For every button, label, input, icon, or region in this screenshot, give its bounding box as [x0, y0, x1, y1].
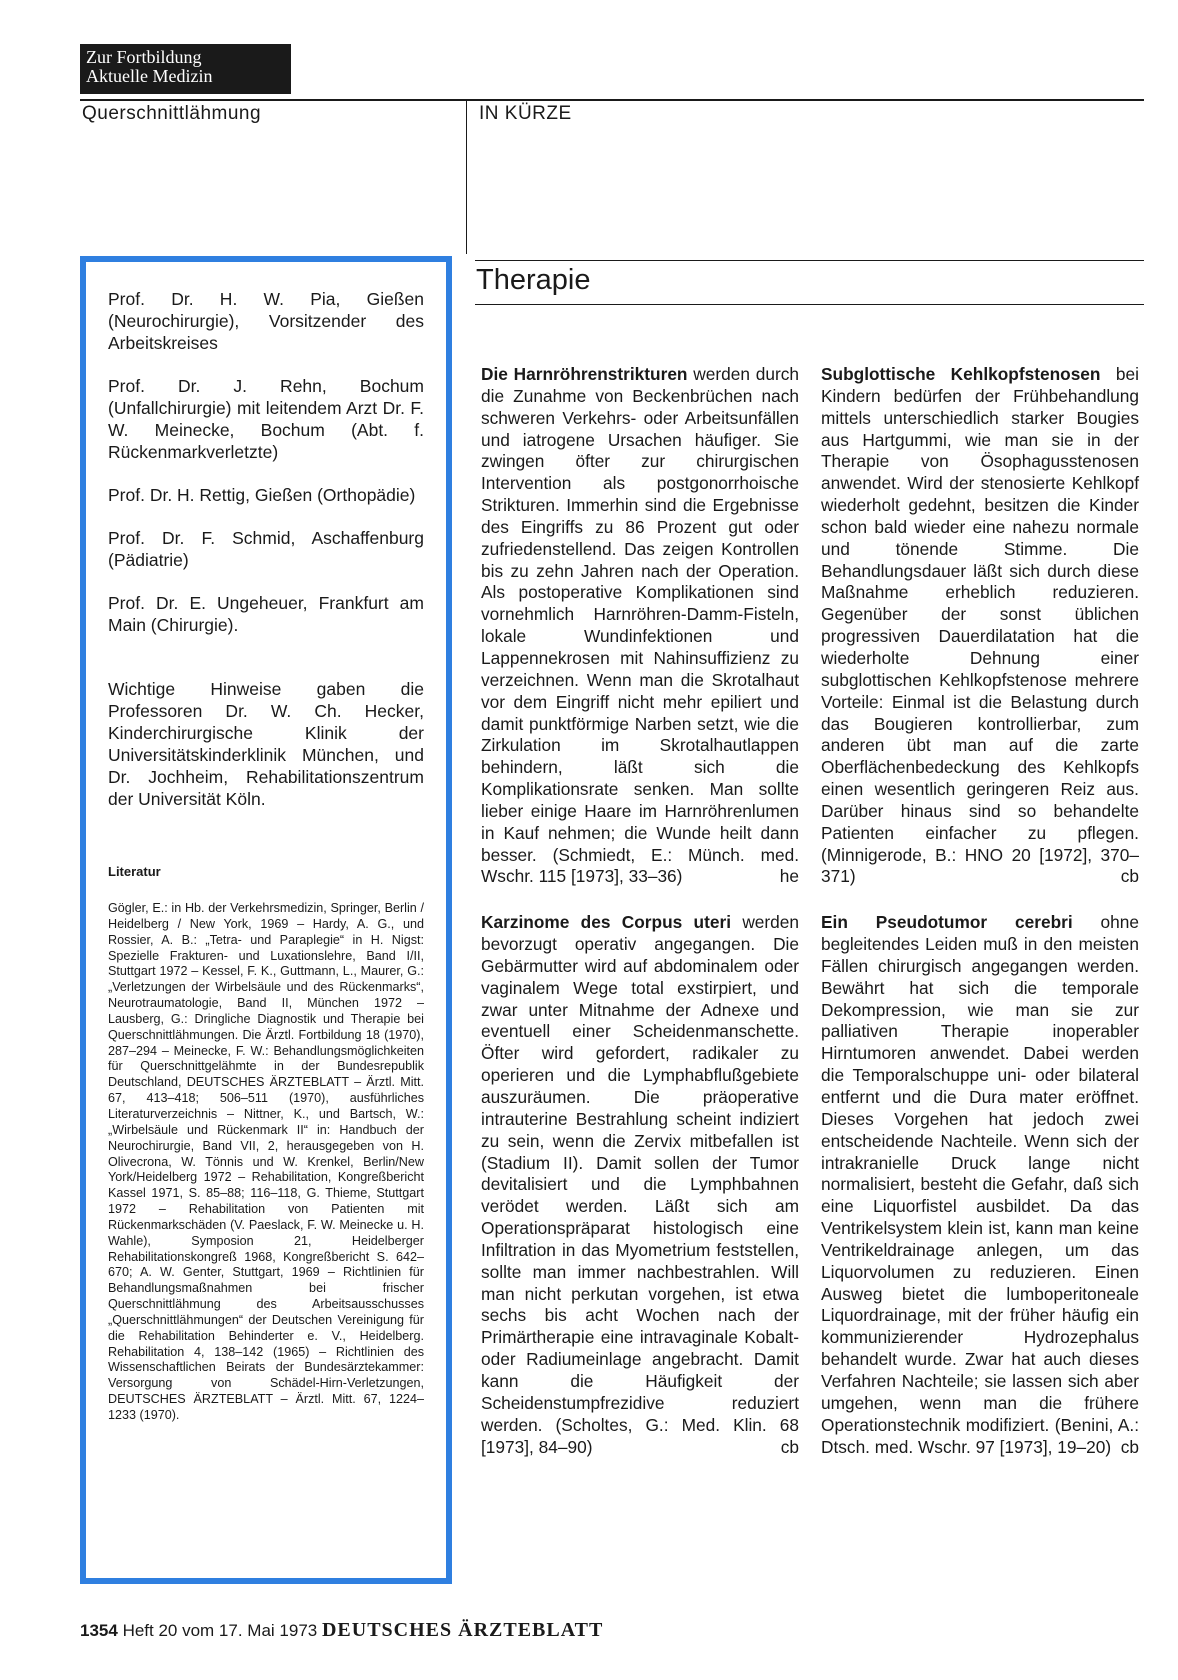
- member-entry: Prof. Dr. E. Ungeheuer, Frankfurt am Main (Chirurgie).: [108, 593, 424, 635]
- member-entry: Prof. Dr. H. Rettig, Gießen (Orthopädie): [108, 485, 416, 505]
- badge-line-1: Zur Fortbildung: [86, 47, 202, 67]
- literature-heading: Literatur: [108, 864, 161, 879]
- therapie-rule-bottom: [475, 304, 1144, 305]
- article-column-2: [821, 364, 1139, 1482]
- literature-list: Gögler, E.: in Hb. der Verkehrsmedizin, Springer, Berlin / Heidelberg / New York, 1969 – Hardy, A. G., und Rossier, A. B.: „Tetra- und Paraplegie“ in H. Nigst: Spezielle Frakturen- und Luxationslehre, Band I/II, Stuttgart 1972 – Kessel, F. K., Guttmann, L., Maurer, G.: „Verletzungen der Wirbelsäule und des Rückenmarks“, Neurotraumatologie, Band II, München 1972 – Lausberg, G.: Dringliche Diagnostik und Therapie bei Querschnittlähmungen. Die Ärztl. Fortbildung 18 (1970), 287–294 – Meinecke, F. W.: Behandlungsmöglichkeiten für Querschnittgelähmte in der Bundesrepublik Deutschland, DEUTSCHES ÄRZTEBLATT – Ärztl. Mitt. 67, 413–418; 506–511 (1970), ausführliches Literaturverzeichnis – Nittner, K., und Bartsch, W.: „Wirbelsäule und Rückenmark II“ in: Handbuch der Neurochirurgie, Band VII, 2, herausgegeben von H. Olivecrona, W. Tönnis und W. Krenkel, Berlin/New York/Heidelberg 1972 – Rehabilitation, Kongreßbericht Kassel 1971, S. 85–88; 116–118, G. Thieme, Stuttgart 1972 – Rehabilitation von Patienten mit Rückenmarkschäden (V. Paeslack, F. W. Meinecke u. H. Wahle), Symposion 21, Heidelberger Rehabilitationskongreß 1968, Kongreßbericht S. 642–670; A. W. Genter, Stuttgart, 1969 – Richtlinien für Behandlungsmaßnahmen bei frischer Querschnittlähmung des Arbeitsausschusses „Querschnittlähmungen“ der Deutschen Vereinigung für die Rehabilitation Behinderter e. V., Heidelberg. Rehabilitation 4, 138–142 (1965) – Richtlinien des Wissenschaftlichen Beirats der Bundesärztekammer: Versorgung von Schädel-Hirn-Verletzungen, DEUTSCHES ÄRZTEBLATT – Ärztl. Mitt. 67, 1224–1233 (1970).: [108, 901, 424, 1422]
- article-lead: Ein Pseudotumor cerebri: [821, 912, 1073, 933]
- therapie-rule-top: [475, 260, 1144, 261]
- article-body: werden durch die Zunahme von Beckenbrüchen nach schweren Verkehrs- oder Arbeitsunfällen und iatrogene Ursachen häufiger. Sie zwingen öfter zur chirurgischen Intervention als postgonorrhoische Strikturen. Immerhin sind die Ergebnisse des Eingriffs zu 86 Prozent gut oder zufriedenstellend. Das zeigen Kontrollen bis zu zehn Jahren nach der Operation. Als postoperative Komplikationen sind vornehmlich Harnröhren-Damm-Fisteln, lokale Wundinfektionen und Lappennekrosen mit Nahinsuffizienz zu verzeichnen. Wenn man die Skrotalhaut vor dem Eingriff nicht mehr epiliert und damit punktförmige Narben setzt, wie die Zirkulation im Skrotalhautlappen behindern, läßt sich die Komplikationsrate senken. Man sollte lieber einige Haare im Harnröhrenlumen in Kauf nehmen; die Wunde heilt dann besser. (Schmiedt, E.: Münch. med. Wschr. 115 [1973], 33–36): [481, 364, 799, 887]
- header-rule: [80, 99, 1144, 101]
- series-badge: [80, 44, 291, 94]
- article-body: ohne begleitendes Leiden muß in den meisten Fällen chirurgisch angegangen werden. Bewährt hat sich die temporale Dekompression, wie man sie zur palliativen Therapie inoperabler Hirntumoren anwendet. Dabei werden die Temporalschuppe uni- oder bilateral entfernt und die Dura mater eröffnet. Dieses Vorgehen hat jedoch zwei entscheidende Nachteile. Wenn sich der intrakranielle Druck lange nicht normalisiert, besteht die Gefahr, daß sich eine Liquorfistel ausbildet. Da das Ventrikelsystem klein ist, kann man keine Ventrikeldrainage anlegen, um das Liquorvolumen zu reduzieren. Einen Ausweg bietet die lumboperitoneale Liquordrainage, mit der früher häufig ein kommunizierender Hydrozephalus behandelt wurde. Zwar hat auch dieses Verfahren Nachteile; sie lassen sich aber umgehen, wenn man die frühere Operationstechnik modifiziert. (Benini, A.: Dtsch. med. Wschr. 97 [1973], 19–20): [821, 912, 1139, 1457]
- article-harnroehrenstrikturen: [481, 364, 799, 888]
- header-divider: [466, 101, 467, 254]
- page-footer: [80, 1619, 603, 1642]
- acknowledgements: Wichtige Hinweise gaben die Professoren Dr. W. Ch. Hecker, Kinderchirurgische Klinik der Universitätskinderklinik München, und Dr. Jochheim, Rehabilitationszentrum der Universität Köln.: [108, 679, 424, 809]
- article-body: werden bevorzugt operativ angegangen. Die Gebärmutter wird auf abdominalem oder vaginalem Wege total exstirpiert, und zwar unter Mitnahme der Adnexe und eventuell einer Scheidenmanschette. Öfter wird gefordert, radikaler zu operieren und die Lymphabflußgebiete auszuräumen. Die präoperative intrauterine Bestrahlung scheint indiziert zu sein, wenn die Zervix mitbefallen ist (Stadium II). Damit sollen der Tumor devitalisiert und die Lymphbahnen verödet werden. Läßt sich am Operationspräparat histologisch eine Infiltration in das Myometrium feststellen, sollte man immer nachbestrahlen. Will man nicht perkutan vorgehen, ist etwa sechs bis acht Wochen nach der Primärtherapie eine intravaginale Kobalt- oder Radiumeinlage angebracht. Damit kann die Häufigkeit der Scheidenstumpfrezidive reduziert werden. (Scholtes, G.: Med. Klin. 68 [1973], 84–90): [481, 912, 799, 1457]
- working-group-box: [80, 256, 452, 1584]
- author-initials: cb: [1120, 866, 1139, 887]
- article-column-1: [481, 364, 799, 1482]
- badge-line-2: Aktuelle Medizin: [86, 66, 213, 86]
- article-kehlkopfstenosen: [821, 364, 1139, 888]
- journal-name: DEUTSCHES ÄRZTEBLATT: [321, 1619, 604, 1641]
- member-entry: Prof. Dr. F. Schmid, Aschaffenburg (Pädiatrie): [108, 528, 424, 570]
- author-initials: cb: [780, 1436, 799, 1457]
- page-number: 1354: [80, 1621, 118, 1640]
- article-lead: Die Harnröhrenstrikturen: [481, 364, 688, 384]
- article-body: bei Kindern bedürfen der Frühbehandlung mittels unterschiedlich starker Bougies aus Hartgummi, wie man sie in der Therapie von Ösophagusstenosen anwendet. Wird der stenosierte Kehlkopf wiederholt gedehnt, besitzen die Kinder schon bald wieder eine nahezu normale und tönende Stimme. Die Behandlungsdauer läßt sich durch diese Maßnahme erheblich reduzieren. Gegenüber der sonst üblichen progressiven Dauerdilatation hat die wiederholte Dehnung einer subglottischen Kehlkopfstenose mehrere Vorteile: Einmal ist die Belastung durch das Bougieren kontrollierbar, zum anderen übt man auf die zarte Oberflächenbedeckung des Kehlkopfs einen wesentlich geringeren Reiz aus. Darüber hinaus sind so behandelte Patienten einfacher zu pflegen. (Minnigerode, B.: HNO 20 [1972], 370–371): [821, 364, 1139, 887]
- article-lead: Subglottische Kehlkopfstenosen: [821, 364, 1101, 384]
- article-corpus-uteri: [481, 912, 799, 1458]
- article-lead: Karzinome des Corpus uteri: [481, 912, 731, 933]
- member-entry: Prof. Dr. J. Rehn, Bochum (Unfallchirurgie) mit leitendem Arzt Dr. F. W. Meinecke, Bochum (Abt. f. Rückenmarkverletzte): [108, 376, 424, 462]
- author-initials: cb: [1120, 1436, 1139, 1457]
- article-pseudotumor-cerebri: [821, 912, 1139, 1458]
- issue-info: Heft 20 vom 17. Mai 1973: [122, 1621, 318, 1640]
- section-title-right: IN KÜRZE: [479, 103, 572, 124]
- member-entry: Prof. Dr. H. W. Pia, Gießen (Neurochirurgie), Vorsitzender des Arbeitskreises: [108, 289, 424, 353]
- author-initials: he: [779, 866, 799, 887]
- section-heading: Therapie: [476, 264, 591, 296]
- section-title-left: Querschnittlähmung: [82, 103, 262, 124]
